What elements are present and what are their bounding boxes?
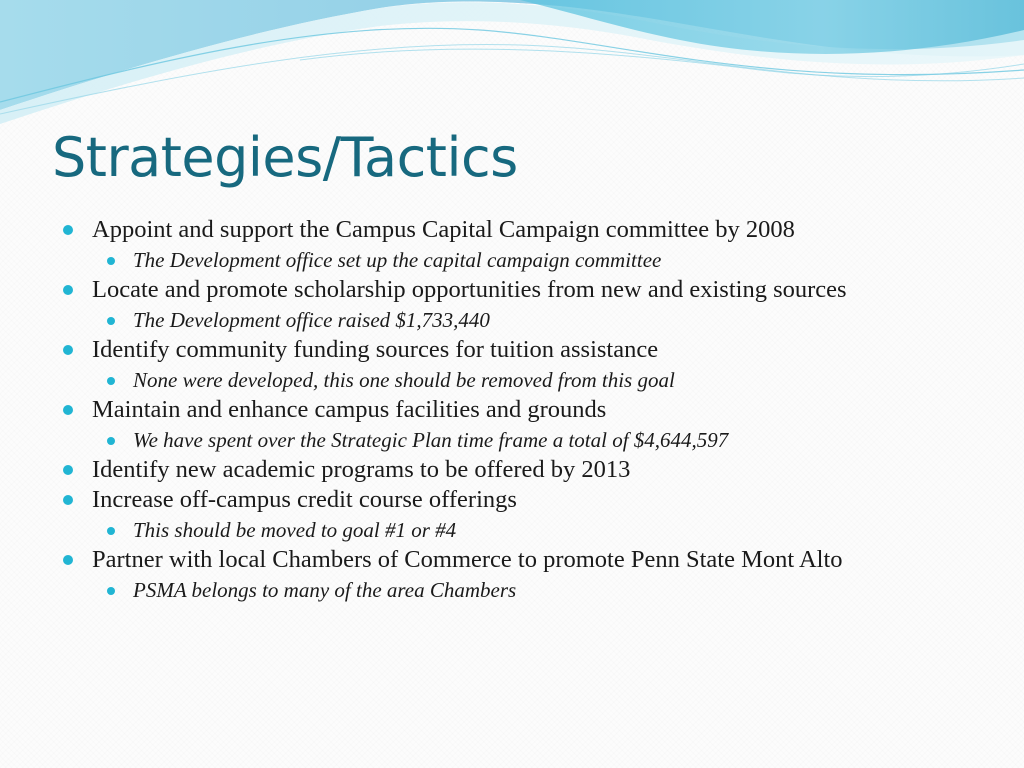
bullet-text: Appoint and support the Campus Capital Campaign committee by 2008 [92,216,795,243]
bullet-dot-icon [63,285,73,295]
sub-bullet-item [60,425,1000,455]
bullet-item [60,215,1000,245]
sub-bullet-item [60,305,1000,335]
bullet-dot-icon [63,465,73,475]
header-wave-decoration [0,0,1024,130]
bullet-dot-icon [107,317,115,325]
sub-bullet-item [60,515,1000,545]
bullet-item [60,335,1000,365]
bullet-text: Identify new academic programs to be offered by 2013 [92,456,631,483]
bullet-item [60,395,1000,425]
sub-bullet-text: This should be moved to goal #1 or #4 [133,518,457,542]
bullet-dot-icon [107,527,115,535]
bullet-dot-icon [63,495,73,505]
sub-bullet-item [60,245,1000,275]
bullet-dot-icon [107,377,115,385]
sub-bullet-text: PSMA belongs to many of the area Chambers [133,578,517,602]
bullet-text: Identify community funding sources for tuition assistance [92,336,659,363]
bullet-dot-icon [107,437,115,445]
sub-bullet-text: The Development office raised $1,733,440 [133,308,490,332]
bullet-text: Partner with local Chambers of Commerce to promote Penn State Mont Alto [92,546,843,573]
sub-bullet-text: The Development office set up the capital campaign committee [133,248,662,272]
bullet-item [60,455,1000,485]
bullet-dot-icon [107,587,115,595]
bullet-dot-icon [107,257,115,265]
bullet-item [60,485,1000,515]
slide-title: Strategies/Tactics [52,126,518,189]
sub-bullet-item [60,365,1000,395]
bullet-dot-icon [63,405,73,415]
sub-bullet-item [60,575,1000,605]
bullet-item [60,545,1000,575]
sub-bullet-text: We have spent over the Strategic Plan time frame a total of $4,644,597 [133,428,729,452]
bullet-text: Locate and promote scholarship opportunities from new and existing sources [92,276,847,303]
sub-bullet-text: None were developed, this one should be removed from this goal [133,368,675,392]
bullet-dot-icon [63,225,73,235]
bullet-list [60,215,1000,605]
bullet-text: Maintain and enhance campus facilities and grounds [92,396,607,423]
bullet-item [60,275,1000,305]
bullet-dot-icon [63,555,73,565]
bullet-text: Increase off-campus credit course offerings [92,486,517,513]
bullet-dot-icon [63,345,73,355]
